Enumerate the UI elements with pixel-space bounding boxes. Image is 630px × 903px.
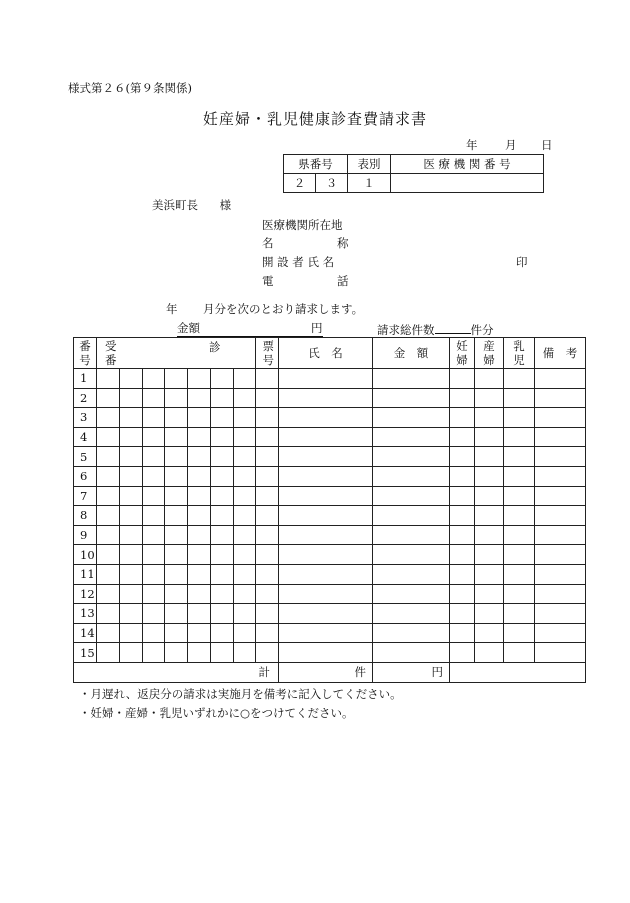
reception-exam-digit-cell[interactable] xyxy=(211,643,234,663)
remarks-cell[interactable] xyxy=(535,369,586,389)
amount-cell[interactable] xyxy=(373,604,450,624)
header-infant: 乳 児 xyxy=(504,338,535,369)
header-reception-2: 番 xyxy=(105,353,117,367)
amount-cell[interactable] xyxy=(373,388,450,408)
header-exam: 診 xyxy=(209,340,221,354)
phone-label-2: 話 xyxy=(337,274,349,288)
infant-cell[interactable] xyxy=(504,623,535,643)
reception-exam-digit-cell[interactable] xyxy=(120,545,143,565)
date-month-label: 月 xyxy=(505,138,517,152)
pregnant-cell[interactable] xyxy=(450,486,475,506)
header-ticket: 票 号 xyxy=(256,338,279,369)
reception-exam-digit-cell[interactable] xyxy=(234,525,256,545)
amount-cell[interactable] xyxy=(373,584,450,604)
table-row xyxy=(74,506,586,526)
postpartum-cell[interactable] xyxy=(475,564,504,584)
amount-cell[interactable] xyxy=(373,545,450,565)
reception-exam-digit-cell[interactable] xyxy=(188,584,211,604)
row-number: 12 xyxy=(74,584,97,604)
reception-exam-digit-cell[interactable] xyxy=(143,369,165,389)
pregnant-cell[interactable] xyxy=(450,388,475,408)
amount-field[interactable] xyxy=(177,320,311,337)
remarks-cell[interactable] xyxy=(535,623,586,643)
pregnant-cell[interactable] xyxy=(450,369,475,389)
reception-exam-digit-cell[interactable] xyxy=(97,427,120,447)
amount-cell[interactable] xyxy=(373,564,450,584)
pregnant-cell[interactable] xyxy=(450,604,475,624)
claims-table xyxy=(73,337,586,683)
remarks-cell[interactable] xyxy=(535,545,586,565)
remarks-cell[interactable] xyxy=(535,564,586,584)
reception-exam-digit-cell[interactable] xyxy=(97,643,120,663)
postpartum-cell[interactable] xyxy=(475,447,504,467)
reception-exam-digit-cell[interactable] xyxy=(188,623,211,643)
name-cell[interactable] xyxy=(279,506,373,526)
reception-exam-digit-cell[interactable] xyxy=(165,623,188,643)
infant-cell[interactable] xyxy=(504,369,535,389)
reception-exam-digit-cell[interactable] xyxy=(143,623,165,643)
row-number: 8 xyxy=(74,506,97,526)
name-cell[interactable] xyxy=(279,408,373,428)
prefecture-digit-1[interactable]: ２ xyxy=(284,174,316,193)
reception-exam-digit-cell[interactable] xyxy=(97,466,120,486)
total-amount-unit: 円 xyxy=(431,665,443,680)
reception-exam-digit-cell[interactable] xyxy=(143,643,165,663)
addressee xyxy=(152,197,231,213)
institution-name-label-2: 称 xyxy=(337,236,349,250)
reception-exam-digit-cell[interactable] xyxy=(188,369,211,389)
document-title: 妊産婦・乳児健康診査費請求書 xyxy=(202,110,427,128)
header-reception-exam xyxy=(97,338,256,369)
amount-cell[interactable] xyxy=(373,427,450,447)
table-row xyxy=(74,584,586,604)
amount-cell[interactable] xyxy=(373,506,450,526)
reception-exam-digit-cell[interactable] xyxy=(143,486,165,506)
reception-exam-digit-cell[interactable] xyxy=(143,408,165,428)
remarks-cell[interactable] xyxy=(535,486,586,506)
reception-exam-digit-cell[interactable] xyxy=(188,525,211,545)
table-row xyxy=(74,525,586,545)
reception-exam-digit-cell[interactable] xyxy=(97,369,120,389)
prefecture-number-header: 県番号 xyxy=(284,155,348,174)
reception-exam-digit-cell[interactable] xyxy=(120,427,143,447)
request-year-label: 年 xyxy=(166,302,178,316)
reception-exam-digit-cell[interactable] xyxy=(120,369,143,389)
reception-exam-digit-cell[interactable] xyxy=(188,486,211,506)
reception-exam-digit-cell[interactable] xyxy=(165,506,188,526)
infant-cell[interactable] xyxy=(504,545,535,565)
reception-exam-digit-cell[interactable] xyxy=(97,564,120,584)
table-row xyxy=(74,545,586,565)
founder-name-label: 開 設 者 氏 名 xyxy=(262,255,335,269)
amount-cell[interactable] xyxy=(373,486,450,506)
institution-number-value[interactable] xyxy=(391,174,544,193)
reception-exam-digit-cell[interactable] xyxy=(165,525,188,545)
row-number: 5 xyxy=(74,447,97,467)
reception-exam-digit-cell[interactable] xyxy=(211,388,234,408)
postpartum-cell[interactable] xyxy=(475,466,504,486)
reception-exam-digit-cell[interactable] xyxy=(143,564,165,584)
reception-exam-digit-cell[interactable] xyxy=(165,466,188,486)
reception-exam-digit-cell[interactable] xyxy=(211,447,234,467)
header-name: 氏 名 xyxy=(279,338,373,369)
postpartum-cell[interactable] xyxy=(475,525,504,545)
reception-exam-digit-cell[interactable] xyxy=(97,506,120,526)
infant-cell[interactable] xyxy=(504,486,535,506)
reception-exam-digit-cell[interactable] xyxy=(211,545,234,565)
table-row xyxy=(74,486,586,506)
ticket-number-cell[interactable] xyxy=(256,604,279,624)
remarks-cell[interactable] xyxy=(535,427,586,447)
reception-exam-digit-cell[interactable] xyxy=(234,584,256,604)
row-number: 10 xyxy=(74,545,97,565)
reception-exam-digit-cell[interactable] xyxy=(97,388,120,408)
institution-name-label-1: 名 xyxy=(262,236,274,250)
reception-exam-digit-cell[interactable] xyxy=(211,623,234,643)
header-pregnant: 妊 婦 xyxy=(450,338,475,369)
name-cell[interactable] xyxy=(279,584,373,604)
reception-exam-digit-cell[interactable] xyxy=(234,604,256,624)
date-year-label: 年 xyxy=(466,138,478,152)
reception-exam-digit-cell[interactable] xyxy=(188,545,211,565)
addressee-suffix: 様 xyxy=(219,198,232,212)
row-number: 2 xyxy=(74,388,97,408)
reception-exam-digit-cell[interactable] xyxy=(165,388,188,408)
amount-cell[interactable] xyxy=(373,623,450,643)
reception-exam-digit-cell[interactable] xyxy=(143,545,165,565)
ticket-number-cell[interactable] xyxy=(256,545,279,565)
reception-exam-digit-cell[interactable] xyxy=(97,525,120,545)
name-cell[interactable] xyxy=(279,545,373,565)
reception-exam-digit-cell[interactable] xyxy=(211,466,234,486)
ticket-number-cell[interactable] xyxy=(256,506,279,526)
row-number: 14 xyxy=(74,623,97,643)
remarks-cell[interactable] xyxy=(535,525,586,545)
ticket-number-cell[interactable] xyxy=(256,369,279,389)
pregnant-cell[interactable] xyxy=(450,408,475,428)
ticket-number-cell[interactable] xyxy=(256,447,279,467)
reception-exam-digit-cell[interactable] xyxy=(211,369,234,389)
amount-label: 金額 xyxy=(177,321,200,335)
name-cell[interactable] xyxy=(279,525,373,545)
name-cell[interactable] xyxy=(279,604,373,624)
ticket-number-cell[interactable] xyxy=(256,525,279,545)
pregnant-cell[interactable] xyxy=(450,545,475,565)
reception-exam-digit-cell[interactable] xyxy=(165,604,188,624)
reception-exam-digit-cell[interactable] xyxy=(120,525,143,545)
amount-cell[interactable] xyxy=(373,643,450,663)
reception-exam-digit-cell[interactable] xyxy=(234,564,256,584)
table-row xyxy=(74,447,586,467)
table-row xyxy=(74,408,586,428)
infant-cell[interactable] xyxy=(504,447,535,467)
reception-exam-digit-cell[interactable] xyxy=(211,564,234,584)
reception-exam-digit-cell[interactable] xyxy=(188,408,211,428)
row-number: 1 xyxy=(74,369,97,389)
reception-exam-digit-cell[interactable] xyxy=(97,623,120,643)
name-cell[interactable] xyxy=(279,643,373,663)
infant-cell[interactable] xyxy=(504,466,535,486)
row-number: 13 xyxy=(74,604,97,624)
row-number: 9 xyxy=(74,525,97,545)
name-cell[interactable] xyxy=(279,564,373,584)
remarks-cell[interactable] xyxy=(535,388,586,408)
table-row xyxy=(74,564,586,584)
amount-line xyxy=(177,320,323,337)
amount-cell[interactable] xyxy=(373,408,450,428)
postpartum-cell[interactable] xyxy=(475,369,504,389)
reception-exam-digit-cell[interactable] xyxy=(120,486,143,506)
prefecture-digit-2[interactable]: ３ xyxy=(316,174,348,193)
reception-exam-digit-cell[interactable] xyxy=(211,427,234,447)
note-1: ・月遅れ、返戻分の請求は実施月を備考に記入してください。 xyxy=(79,687,402,701)
date-day-label: 日 xyxy=(541,138,553,152)
postpartum-cell[interactable] xyxy=(475,604,504,624)
reception-exam-digit-cell[interactable] xyxy=(97,604,120,624)
reception-exam-digit-cell[interactable] xyxy=(188,643,211,663)
postpartum-cell[interactable] xyxy=(475,643,504,663)
reception-exam-digit-cell[interactable] xyxy=(188,447,211,467)
count-label: 請求総件数 xyxy=(377,323,435,337)
ticket-number-cell[interactable] xyxy=(256,388,279,408)
count-line xyxy=(377,320,494,338)
infant-cell[interactable] xyxy=(504,388,535,408)
reception-exam-digit-cell[interactable] xyxy=(143,604,165,624)
reception-exam-digit-cell[interactable] xyxy=(165,545,188,565)
infant-cell[interactable] xyxy=(504,525,535,545)
reception-exam-digit-cell[interactable] xyxy=(143,525,165,545)
name-cell[interactable] xyxy=(279,486,373,506)
header-remarks: 備 考 xyxy=(535,338,586,369)
total-blank xyxy=(450,662,586,682)
reception-exam-digit-cell[interactable] xyxy=(120,447,143,467)
amount-cell[interactable] xyxy=(373,525,450,545)
reception-exam-digit-cell[interactable] xyxy=(120,584,143,604)
form-number: 様式第２６(第９条関係) xyxy=(68,81,192,95)
name-cell[interactable] xyxy=(279,466,373,486)
ticket-number-cell[interactable] xyxy=(256,466,279,486)
reception-exam-digit-cell[interactable] xyxy=(165,643,188,663)
count-unit: 件分 xyxy=(470,323,494,337)
reception-exam-digit-cell[interactable] xyxy=(143,447,165,467)
reception-exam-digit-cell[interactable] xyxy=(165,564,188,584)
amount-cell[interactable] xyxy=(373,369,450,389)
total-count-unit: 件 xyxy=(354,665,366,680)
pregnant-cell[interactable] xyxy=(450,447,475,467)
remarks-cell[interactable] xyxy=(535,604,586,624)
seal-label: 印 xyxy=(516,255,528,269)
remarks-cell[interactable] xyxy=(535,506,586,526)
row-number: 6 xyxy=(74,466,97,486)
reception-exam-digit-cell[interactable] xyxy=(188,506,211,526)
postpartum-cell[interactable] xyxy=(475,506,504,526)
infant-cell[interactable] xyxy=(504,564,535,584)
reception-exam-digit-cell[interactable] xyxy=(234,623,256,643)
reception-exam-digit-cell[interactable] xyxy=(211,525,234,545)
reception-exam-digit-cell[interactable] xyxy=(188,564,211,584)
pregnant-cell[interactable] xyxy=(450,584,475,604)
reception-exam-digit-cell[interactable] xyxy=(165,427,188,447)
header-amount: 金 額 xyxy=(373,338,450,369)
reception-exam-digit-cell[interactable] xyxy=(97,447,120,467)
name-cell[interactable] xyxy=(279,369,373,389)
reception-exam-digit-cell[interactable] xyxy=(120,408,143,428)
table-header-row xyxy=(74,338,586,369)
reception-exam-digit-cell[interactable] xyxy=(211,486,234,506)
request-text: 月分を次のとおり請求します。 xyxy=(203,302,364,316)
reception-exam-digit-cell[interactable] xyxy=(188,427,211,447)
reception-exam-digit-cell[interactable] xyxy=(165,369,188,389)
reception-exam-digit-cell[interactable] xyxy=(120,466,143,486)
ticket-number-cell[interactable] xyxy=(256,408,279,428)
ticket-number-cell[interactable] xyxy=(256,584,279,604)
reception-exam-digit-cell[interactable] xyxy=(211,584,234,604)
table-row xyxy=(74,643,586,663)
reception-exam-digit-cell[interactable] xyxy=(188,604,211,624)
row-number: 3 xyxy=(74,408,97,428)
table-row xyxy=(74,604,586,624)
postpartum-cell[interactable] xyxy=(475,584,504,604)
total-label: 計 xyxy=(74,662,279,682)
infant-cell[interactable] xyxy=(504,604,535,624)
infant-cell[interactable] xyxy=(504,506,535,526)
amount-cell[interactable] xyxy=(373,447,450,467)
reception-exam-digit-cell[interactable] xyxy=(234,447,256,467)
reception-exam-digit-cell[interactable] xyxy=(143,427,165,447)
reception-exam-digit-cell[interactable] xyxy=(165,584,188,604)
row-number: 7 xyxy=(74,486,97,506)
postpartum-cell[interactable] xyxy=(475,427,504,447)
reception-exam-digit-cell[interactable] xyxy=(143,584,165,604)
remarks-cell[interactable] xyxy=(535,466,586,486)
header-postpartum: 産 婦 xyxy=(475,338,504,369)
postpartum-cell[interactable] xyxy=(475,623,504,643)
reception-exam-digit-cell[interactable] xyxy=(97,408,120,428)
table-type-header: 表別 xyxy=(348,155,391,174)
ticket-number-cell[interactable] xyxy=(256,486,279,506)
remarks-cell[interactable] xyxy=(535,643,586,663)
reception-exam-digit-cell[interactable] xyxy=(234,388,256,408)
infant-cell[interactable] xyxy=(504,643,535,663)
reception-exam-digit-cell[interactable] xyxy=(120,506,143,526)
name-cell[interactable] xyxy=(279,623,373,643)
reception-exam-digit-cell[interactable] xyxy=(211,604,234,624)
header-reception-1: 受 xyxy=(105,339,117,353)
reception-exam-digit-cell[interactable] xyxy=(120,604,143,624)
total-amount-cell[interactable] xyxy=(373,662,450,682)
reception-exam-digit-cell[interactable] xyxy=(234,486,256,506)
reception-exam-digit-cell[interactable] xyxy=(97,486,120,506)
note-2: ・妊婦・産婦・乳児いずれかに○をつけてください。 xyxy=(79,706,354,720)
ticket-number-cell[interactable] xyxy=(256,643,279,663)
reception-exam-digit-cell[interactable] xyxy=(120,564,143,584)
reception-exam-digit-cell[interactable] xyxy=(234,427,256,447)
remarks-cell[interactable] xyxy=(535,447,586,467)
reception-exam-digit-cell[interactable] xyxy=(188,466,211,486)
reception-exam-digit-cell[interactable] xyxy=(143,388,165,408)
ticket-number-cell[interactable] xyxy=(256,623,279,643)
row-number: 15 xyxy=(74,643,97,663)
table-row xyxy=(74,369,586,389)
reception-exam-digit-cell[interactable] xyxy=(234,408,256,428)
pregnant-cell[interactable] xyxy=(450,525,475,545)
remarks-cell[interactable] xyxy=(535,584,586,604)
reception-exam-digit-cell[interactable] xyxy=(120,643,143,663)
reception-exam-digit-cell[interactable] xyxy=(97,545,120,565)
postpartum-cell[interactable] xyxy=(475,388,504,408)
reception-exam-digit-cell[interactable] xyxy=(234,369,256,389)
header-number: 番 号 xyxy=(74,338,97,369)
count-field[interactable] xyxy=(435,320,471,334)
row-number: 4 xyxy=(74,427,97,447)
pregnant-cell[interactable] xyxy=(450,623,475,643)
reception-exam-digit-cell[interactable] xyxy=(234,466,256,486)
reception-exam-digit-cell[interactable] xyxy=(165,447,188,467)
pregnant-cell[interactable] xyxy=(450,466,475,486)
postpartum-cell[interactable] xyxy=(475,408,504,428)
amount-cell[interactable] xyxy=(373,466,450,486)
reception-exam-digit-cell[interactable] xyxy=(143,506,165,526)
table-row xyxy=(74,466,586,486)
reception-exam-digit-cell[interactable] xyxy=(234,545,256,565)
institution-address-label: 医療機関所在地 xyxy=(262,218,343,232)
reception-exam-digit-cell[interactable] xyxy=(143,466,165,486)
postpartum-cell[interactable] xyxy=(475,545,504,565)
table-type-value[interactable]: １ xyxy=(348,174,391,193)
reception-exam-digit-cell[interactable] xyxy=(234,643,256,663)
table-row xyxy=(74,388,586,408)
reception-exam-digit-cell[interactable] xyxy=(211,506,234,526)
reception-exam-digit-cell[interactable] xyxy=(120,388,143,408)
reception-exam-digit-cell[interactable] xyxy=(120,623,143,643)
ticket-number-cell[interactable] xyxy=(256,564,279,584)
name-cell[interactable] xyxy=(279,388,373,408)
row-number: 11 xyxy=(74,564,97,584)
name-cell[interactable] xyxy=(279,447,373,467)
pregnant-cell[interactable] xyxy=(450,564,475,584)
reception-exam-digit-cell[interactable] xyxy=(97,584,120,604)
reception-exam-digit-cell[interactable] xyxy=(188,388,211,408)
addressee-name: 美浜町長 xyxy=(152,198,198,212)
amount-unit: 円 xyxy=(311,321,323,335)
pregnant-cell[interactable] xyxy=(450,643,475,663)
total-row xyxy=(74,662,586,682)
reception-exam-digit-cell[interactable] xyxy=(165,486,188,506)
table-row xyxy=(74,427,586,447)
remarks-cell[interactable] xyxy=(535,408,586,428)
total-count-cell[interactable] xyxy=(279,662,373,682)
phone-label-1: 電 xyxy=(262,274,274,288)
name-cell[interactable] xyxy=(279,427,373,447)
reception-exam-digit-cell[interactable] xyxy=(234,506,256,526)
table-row xyxy=(74,623,586,643)
reception-exam-digit-cell[interactable] xyxy=(165,408,188,428)
reception-exam-digit-cell[interactable] xyxy=(211,408,234,428)
pregnant-cell[interactable] xyxy=(450,506,475,526)
infant-cell[interactable] xyxy=(504,408,535,428)
infant-cell[interactable] xyxy=(504,427,535,447)
institution-number-header: 医 療 機 関 番 号 xyxy=(391,155,544,174)
code-table xyxy=(283,154,544,193)
pregnant-cell[interactable] xyxy=(450,427,475,447)
infant-cell[interactable] xyxy=(504,584,535,604)
ticket-number-cell[interactable] xyxy=(256,427,279,447)
postpartum-cell[interactable] xyxy=(475,486,504,506)
